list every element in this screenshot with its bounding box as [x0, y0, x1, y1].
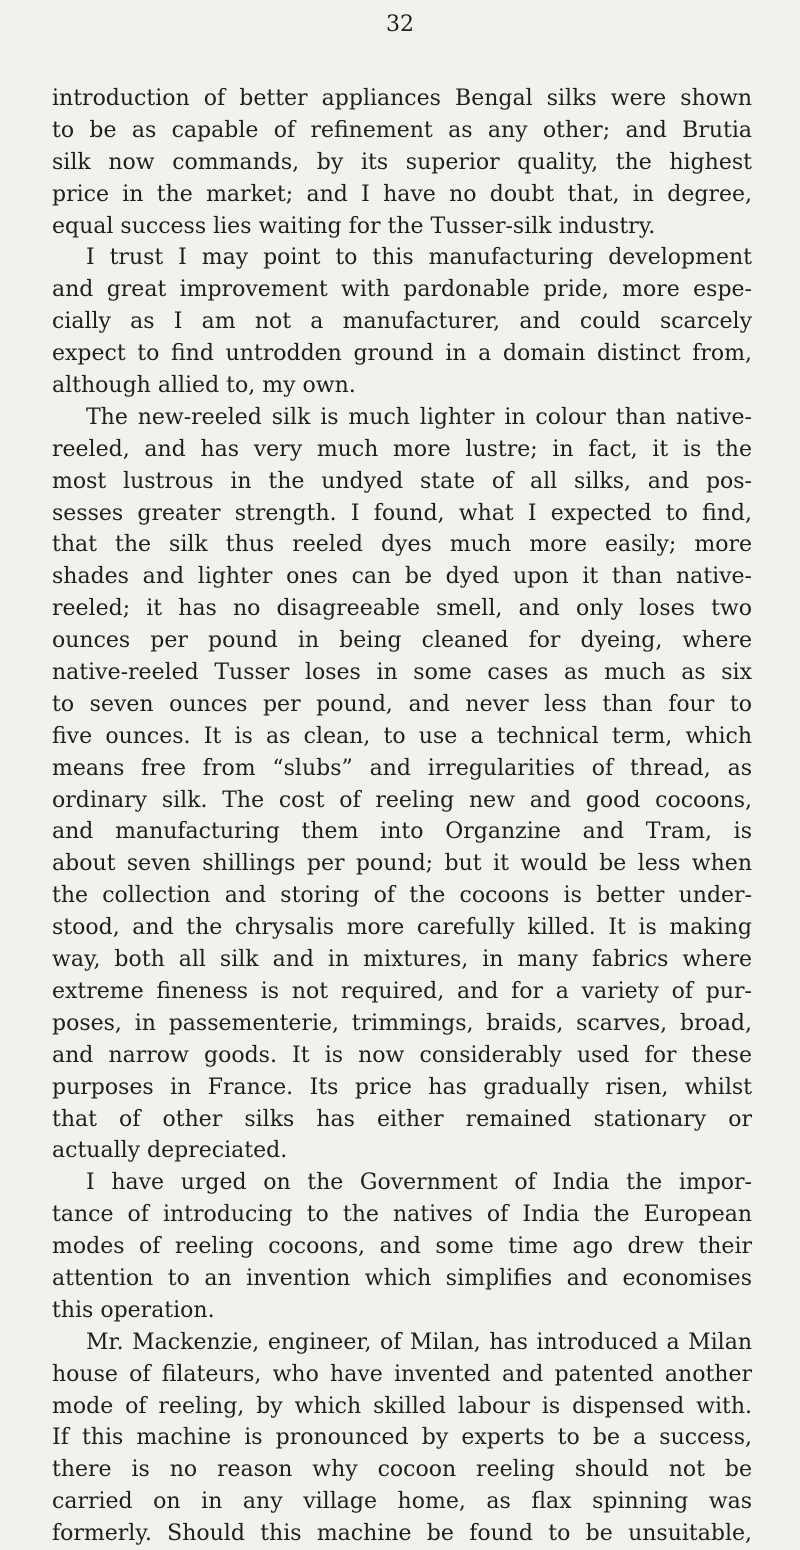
text-line: formerly. Should this machine be found to be unsuitable, [52, 1521, 752, 1547]
text-line: silk now commands, by its superior quality, the highest [52, 149, 752, 175]
text-line: reeled; it has no disagreeable smell, and only loses two [52, 596, 752, 622]
text-line: modes of reeling cocoons, and some time ago drew their [52, 1234, 752, 1260]
text-line: I trust I may point to this manufacturing development [86, 245, 752, 271]
text-line: that the silk thus reeled dyes much more easily; more [52, 532, 752, 558]
text-line: stood, and the chrysalis more carefully killed. It is making [52, 915, 752, 941]
text-line: If this machine is pronounced by experts to be a success, [52, 1425, 752, 1451]
text-line: native-reeled Tusser loses in some cases as much as six [52, 660, 752, 686]
text-line: ounces per pound in being cleaned for dyeing, where [52, 628, 752, 654]
text-line: house of filateurs, who have invented and patented another [52, 1361, 752, 1387]
text-line: poses, in passementerie, trimmings, braids, scarves, broad, [52, 1010, 752, 1036]
text-line: and manufacturing them into Organzine and Tram, is [52, 819, 752, 845]
text-line: carried on in any village home, as flax spinning was [52, 1489, 752, 1515]
text-line: to be as capable of refinement as any other; and Brutia [52, 117, 752, 143]
text-line: price in the market; and I have no doubt that, in degree, [52, 181, 752, 207]
text-line: about seven shillings per pound; but it would be less when [52, 851, 752, 877]
text-line: that of other silks has either remained stationary or [52, 1106, 752, 1132]
text-line: I have urged on the Government of India the impor- [86, 1170, 752, 1196]
text-line: attention to an invention which simplifies and economises [52, 1265, 752, 1291]
text-line: purposes in France. Its price has gradually risen, whilst [52, 1074, 752, 1100]
text-line: to seven ounces per pound, and never less than four to [52, 691, 752, 717]
text-line: the collection and storing of the cocoons is better under- [52, 883, 752, 909]
text-line: most lustrous in the undyed state of all silks, and pos- [52, 468, 752, 494]
text-line: introduction of better appliances Bengal silks were shown [52, 86, 752, 111]
page-number: 32 [386, 12, 414, 37]
text-line: mode of reeling, by which skilled labour is dispensed with. [52, 1393, 752, 1419]
text-line: equal success lies waiting for the Tusser-silk industry. [52, 213, 656, 239]
text-line: Mr. Mackenzie, engineer, of Milan, has introduced a Milan [86, 1329, 752, 1355]
text-line: and great improvement with pardonable pride, more espe- [52, 277, 752, 303]
text-line: The new-reeled silk is much lighter in colour than native- [86, 404, 752, 430]
text-line: shades and lighter ones can be dyed upon it than native- [52, 564, 752, 590]
text-line: five ounces. It is as clean, to use a technical term, which [52, 723, 752, 749]
text-line: expect to find untrodden ground in a domain distinct from, [52, 341, 752, 367]
text-line: sesses greater strength. I found, what I expected to find, [52, 500, 752, 526]
text-line: although allied to, my own. [52, 373, 356, 399]
text-line: extreme fineness is not required, and for a variety of pur- [52, 978, 752, 1004]
text-line: actually depreciated. [52, 1138, 288, 1164]
text-line: cially as I am not a manufacturer, and could scarcely [52, 309, 752, 335]
text-line: way, both all silk and in mixtures, in many fabrics where [52, 947, 752, 973]
text-line: and narrow goods. It is now considerably used for these [52, 1042, 752, 1068]
body-text [52, 83, 752, 1550]
text-line: this operation. [52, 1297, 215, 1323]
text-line: reeled, and has very much more lustre; in fact, it is the [52, 436, 752, 462]
text-line: tance of introducing to the natives of India the European [52, 1202, 752, 1228]
text-line: ordinary silk. The cost of reeling new and good cocoons, [52, 787, 752, 813]
text-line: means free from “slubs” and irregularities of thread, as [52, 755, 752, 781]
text-line: there is no reason why cocoon reeling should not be [52, 1457, 752, 1483]
